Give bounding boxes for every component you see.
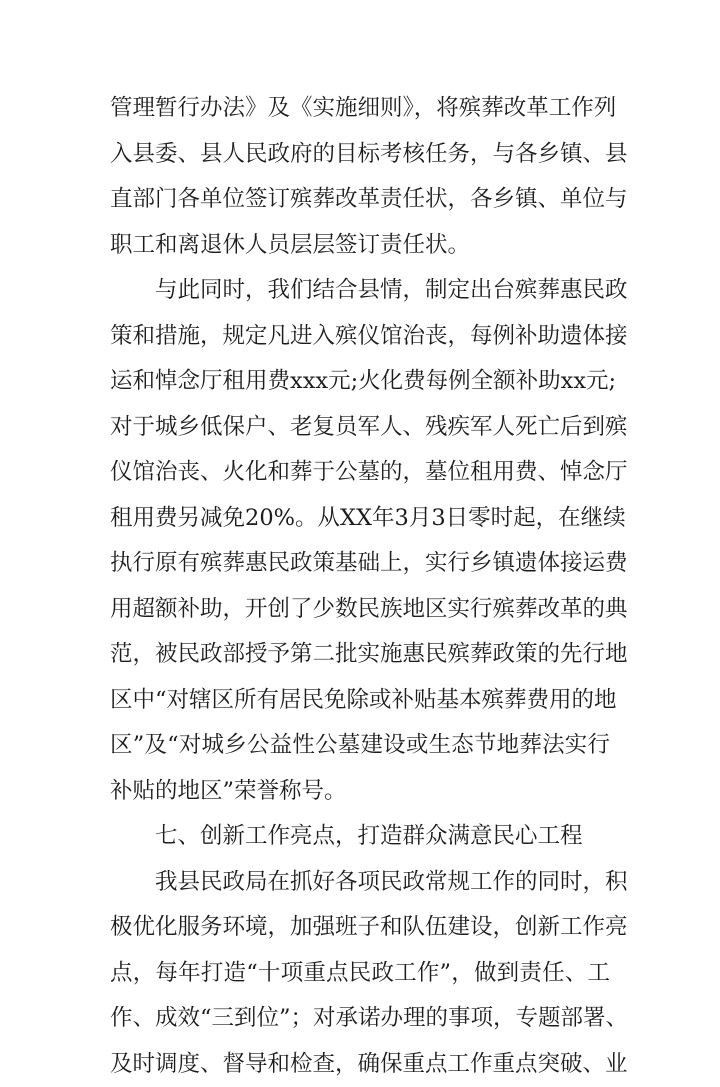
text-line: 区”及“对城乡公益性公墓建设或生态节地葬法实行: [110, 723, 610, 769]
text-line: 入县委、县人民政府的目标考核任务，与各乡镇、县: [110, 132, 610, 178]
text-line: 用超额补助，开创了少数民族地区实行殡葬改革的典: [110, 587, 610, 633]
text-line: 职工和离退休人员层层签订责任状。: [110, 223, 610, 269]
paragraph-start-line: 与此同时，我们结合县情，制定出台殡葬惠民政: [110, 268, 610, 314]
body-text: [110, 86, 610, 1087]
text-line: 范，被民政部授予第二批实施惠民殡葬政策的先行地: [110, 632, 610, 678]
paragraph-start-line: 我县民政局在抓好各项民政常规工作的同时，积: [110, 860, 610, 906]
text-line: 执行原有殡葬惠民政策基础上，实行乡镇遗体接运费: [110, 541, 610, 587]
text-line: 对于城乡低保户、老复员军人、残疾军人死亡后到殡: [110, 405, 610, 451]
text-line: 策和措施，规定凡进入殡仪馆治丧，每例补助遗体接: [110, 314, 610, 360]
section-heading: 七、创新工作亮点，打造群众满意民心工程: [110, 814, 610, 860]
text-line: 作、成效“三到位”；对承诺办理的事项，专题部署、: [110, 996, 610, 1042]
text-line: 及时调度、督导和检查，确保重点工作重点突破、业: [110, 1042, 610, 1087]
text-line: 区中“对辖区所有居民免除或补贴基本殡葬费用的地: [110, 678, 610, 724]
text-line: 直部门各单位签订殡葬改革责任状，各乡镇、单位与: [110, 177, 610, 223]
text-line: 点，每年打造“十项重点民政工作”，做到责任、工: [110, 951, 610, 997]
text-line: 租用费另减免20%。从XX年3月3日零时起，在继续: [110, 496, 610, 542]
text-line: 补贴的地区”荣誉称号。: [110, 769, 610, 815]
text-line: 仪馆治丧、火化和葬于公墓的，墓位租用费、悼念厅: [110, 450, 610, 496]
text-line: 极优化服务环境，加强班子和队伍建设，创新工作亮: [110, 905, 610, 951]
text-line: 管理暂行办法》及《实施细则》，将殡葬改革工作列: [110, 86, 610, 132]
text-line: 运和悼念厅租用费xxx元;火化费每例全额补助xx元;: [110, 359, 610, 405]
